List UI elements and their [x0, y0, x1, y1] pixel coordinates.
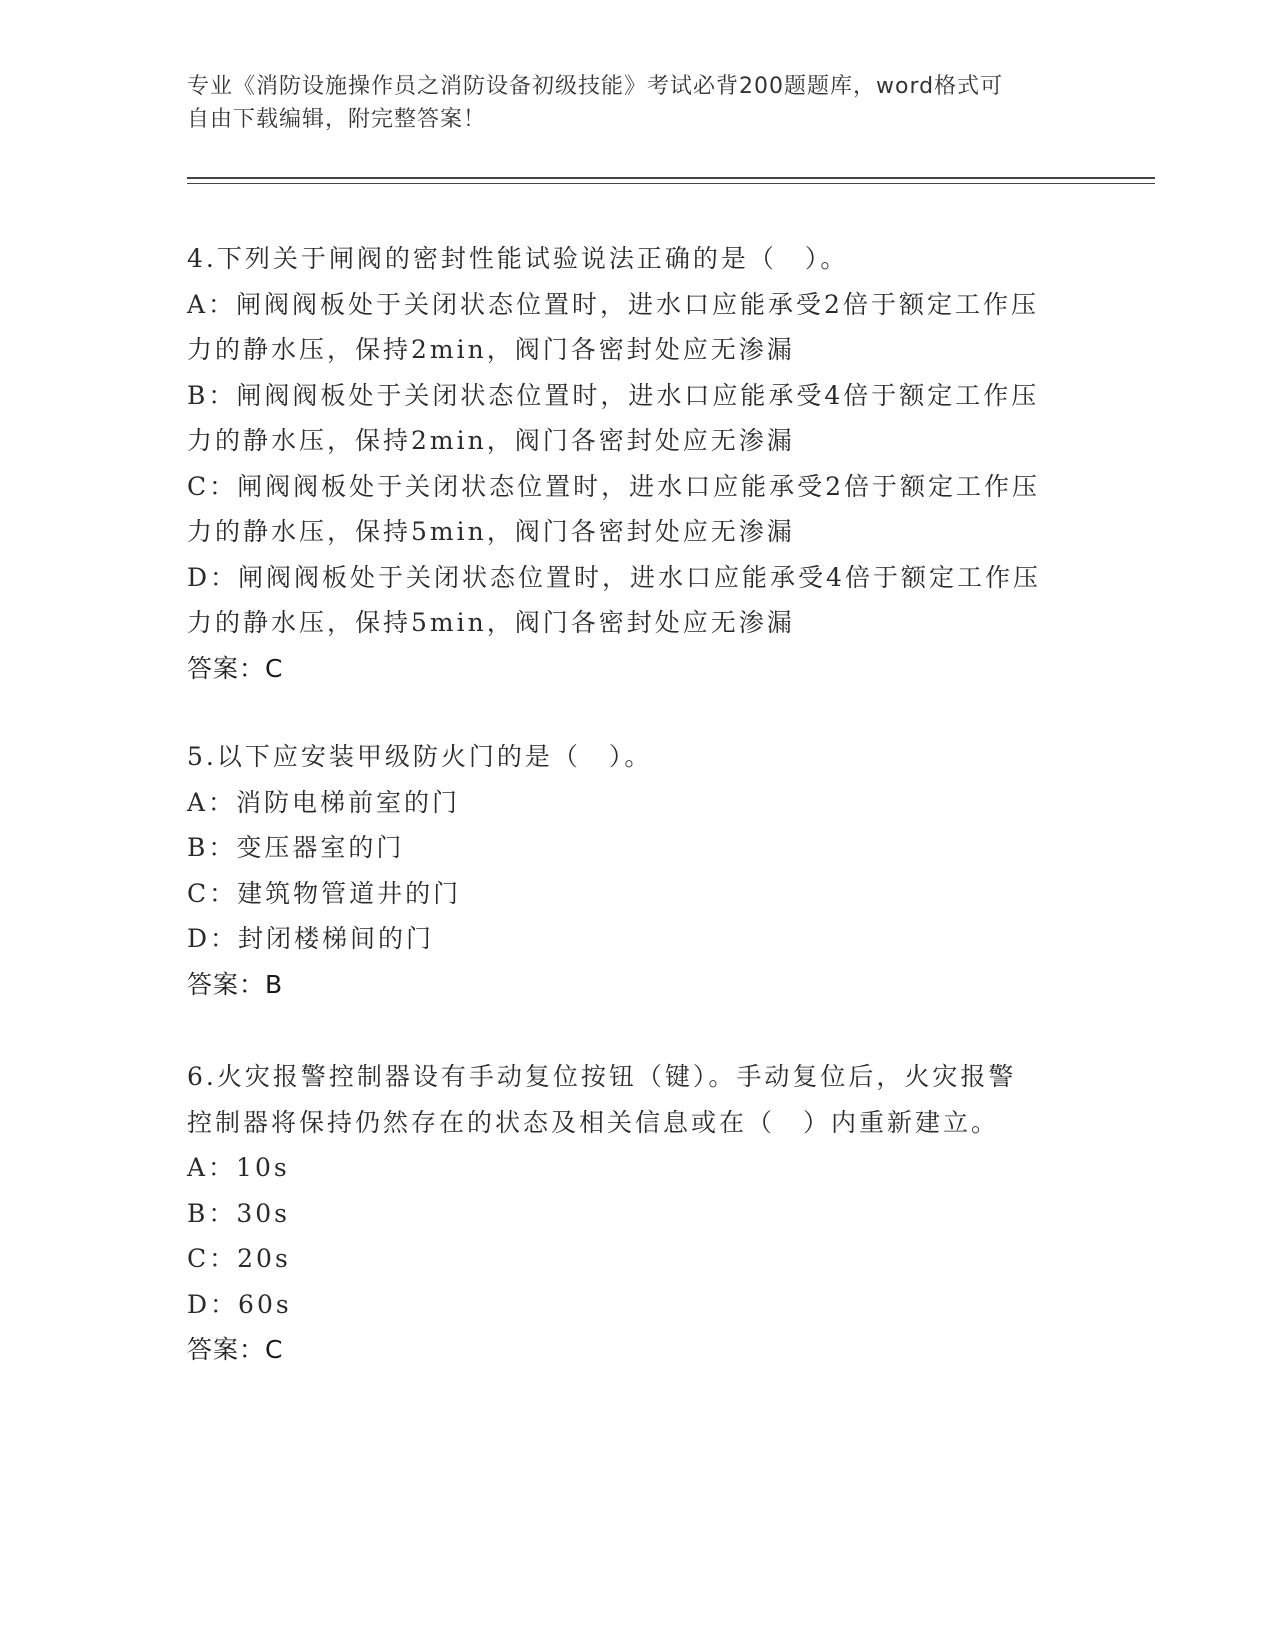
- option-b-line-1: B：闸阀阀板处于关闭状态位置时，进水口应能承受4倍于额定工作压: [187, 380, 1040, 410]
- answer-line: 答案：B: [187, 969, 284, 999]
- header-line-1: 专业《消防设施操作员之消防设备初级技能》考试必背200题题库，word格式可: [187, 74, 1004, 99]
- question-4: [187, 236, 1087, 691]
- option-d-line-2: 力的静水压，保持5min，阀门各密封处应无渗漏: [187, 608, 795, 637]
- question-stem-line-2: 控制器将保持仍然存在的状态及相关信息或在（ ）内重新建立。: [187, 1107, 1000, 1137]
- option-d-line-1: D：闸阀阀板处于关闭状态位置时，进水口应能承受4倍于额定工作压: [187, 562, 1041, 592]
- document-header: [187, 70, 1087, 136]
- option-a-line-2: 力的静水压，保持2min，阀门各密封处应无渗漏: [187, 335, 795, 364]
- option-b: B：变压器室的门: [187, 833, 405, 862]
- option-c-line-2: 力的静水压，保持5min，阀门各密封处应无渗漏: [187, 517, 795, 546]
- option-b: B：30s: [187, 1198, 291, 1228]
- question-stem-line-1: 6.火灾报警控制器设有手动复位按钮（键）。手动复位后，火灾报警: [187, 1062, 1017, 1091]
- option-c: C：20s: [187, 1244, 291, 1273]
- header-divider-thin: [187, 183, 1155, 184]
- question-stem: 4.下列关于闸阀的密封性能试验说法正确的是（ ）。: [187, 244, 849, 273]
- option-d: D：60s: [187, 1289, 292, 1319]
- option-a: A：10s: [187, 1153, 290, 1182]
- answer-line: 答案：C: [187, 1335, 284, 1364]
- option-c: C：建筑物管道井的门: [187, 878, 462, 908]
- option-a: A：消防电梯前室的门: [187, 787, 461, 817]
- option-b-line-2: 力的静水压，保持2min，阀门各密封处应无渗漏: [187, 426, 795, 455]
- option-d: D：封闭楼梯间的门: [187, 924, 435, 953]
- option-c-line-1: C：闸阀阀板处于关闭状态位置时，进水口应能承受2倍于额定工作压: [187, 471, 1041, 501]
- question-6: [187, 1054, 1087, 1373]
- option-a-line-1: A：闸阀阀板处于关闭状态位置时，进水口应能承受2倍于额定工作压: [187, 289, 1039, 319]
- question-stem: 5.以下应安装甲级防火门的是（ ）。: [187, 742, 653, 771]
- question-5: [187, 734, 1087, 1007]
- answer-line: 答案：C: [187, 653, 284, 683]
- header-divider-thick: [187, 177, 1155, 179]
- header-line-2: 自由下载编辑，附完整答案！: [187, 107, 487, 132]
